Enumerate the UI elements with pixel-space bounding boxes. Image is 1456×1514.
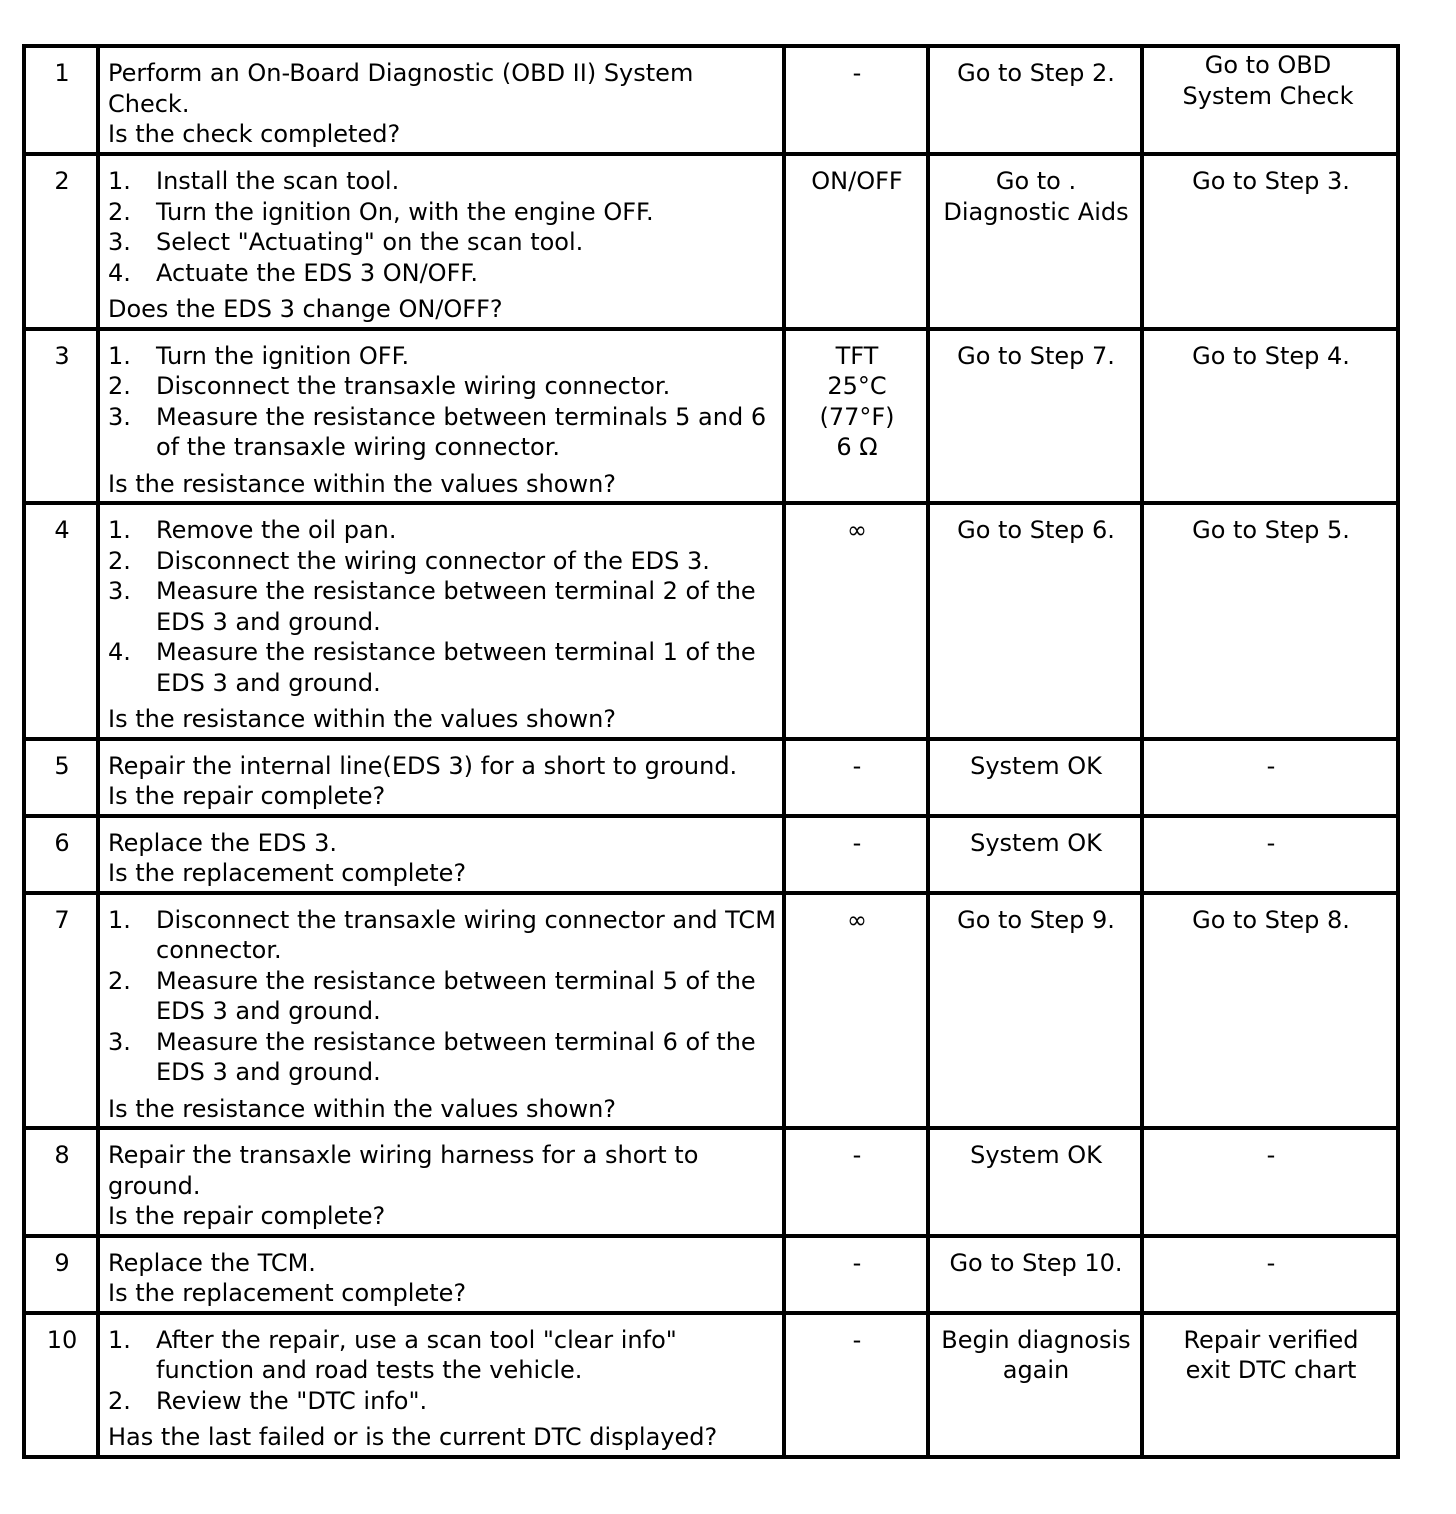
table-row: [24, 154, 1398, 329]
list-item-text: Review the "DTC info".: [156, 1386, 428, 1415]
list-item-number: 1.: [108, 1325, 131, 1354]
list-item-number: 4.: [108, 258, 131, 287]
action-steps-list: [108, 341, 776, 463]
action-cell: [98, 1313, 784, 1457]
table-row: [24, 1313, 1398, 1457]
no-cell: Go to OBD System Check: [1142, 46, 1398, 154]
table-row: [24, 1236, 1398, 1313]
action-question: Is the replacement complete?: [108, 859, 467, 887]
list-item: [108, 371, 776, 402]
list-item-text: Turn the ignition On, with the engine OFF.: [156, 197, 654, 226]
list-item: [108, 576, 776, 637]
step-number: 4: [24, 503, 98, 739]
no-cell: Go to Step 8.: [1142, 893, 1398, 1129]
list-item: [108, 1325, 776, 1386]
action-steps-list: [108, 1325, 776, 1417]
list-item-number: 3.: [108, 402, 131, 431]
list-item: [108, 227, 776, 258]
list-item-text: Disconnect the transaxle wiring connector and TCM connector.: [156, 905, 776, 964]
list-item-number: 1.: [108, 341, 131, 370]
list-item: [108, 905, 776, 966]
list-item-number: 2.: [108, 372, 131, 400]
action-text: Replace the EDS 3.: [108, 828, 337, 857]
value-cell: ∞: [784, 503, 928, 739]
step-number: 2: [24, 154, 98, 329]
diagnostic-table: [22, 44, 1400, 1459]
list-item-number: 3.: [108, 577, 131, 605]
yes-cell: System OK: [928, 1128, 1142, 1236]
action-cell: [98, 893, 784, 1129]
list-item: [108, 966, 776, 1027]
no-cell: Go to Step 4.: [1142, 329, 1398, 504]
no-cell: Go to Step 3.: [1142, 154, 1398, 329]
yes-cell: Go to Step 10.: [928, 1236, 1142, 1313]
list-item-number: 1.: [108, 905, 131, 934]
diagnostic-table-body: [24, 46, 1398, 1457]
list-item: [108, 402, 776, 463]
action-cell: [98, 1236, 784, 1313]
action-cell: [98, 1128, 784, 1236]
step-number: 10: [24, 1313, 98, 1457]
list-item-text: Disconnect the wiring connector of the EDS 3.: [156, 546, 710, 575]
yes-cell: Go to Step 7.: [928, 329, 1142, 504]
action-question: Does the EDS 3 change ON/OFF?: [108, 295, 503, 323]
list-item-text: Measure the resistance between terminal 2 of the EDS 3 and ground.: [156, 577, 756, 636]
table-row: [24, 329, 1398, 504]
yes-cell: Go to Step 9.: [928, 893, 1142, 1129]
action-question: Is the resistance within the values shown?: [108, 1094, 617, 1123]
action-text: Perform an On-Board Diagnostic (OBD II) System Check.: [108, 59, 694, 118]
list-item: [108, 341, 776, 372]
value-cell: -: [784, 1236, 928, 1313]
no-cell: -: [1142, 816, 1398, 893]
action-steps-list: [108, 166, 776, 288]
value-cell: -: [784, 1128, 928, 1236]
list-item-number: 2.: [108, 1386, 131, 1415]
table-row: [24, 1128, 1398, 1236]
list-item-text: Measure the resistance between terminals 5 and 6 of the transaxle wiring connector.: [156, 402, 767, 461]
action-question: Is the repair complete?: [108, 782, 386, 810]
action-question: Is the check completed?: [108, 120, 401, 148]
list-item-number: 3.: [108, 228, 131, 256]
action-question: Is the resistance within the values shown?: [108, 705, 617, 733]
action-cell: [98, 503, 784, 739]
list-item-text: Actuate the EDS 3 ON/OFF.: [156, 258, 478, 287]
list-item-number: 1.: [108, 516, 131, 544]
yes-cell: System OK: [928, 739, 1142, 816]
list-item-text: Measure the resistance between terminal 1 of the EDS 3 and ground.: [156, 638, 756, 697]
step-number: 1: [24, 46, 98, 154]
no-cell: -: [1142, 1236, 1398, 1313]
list-item: [108, 197, 776, 228]
list-item: [108, 546, 776, 577]
step-number: 8: [24, 1128, 98, 1236]
value-cell: -: [784, 1313, 928, 1457]
no-cell: -: [1142, 739, 1398, 816]
yes-cell: Begin diagnosis again: [928, 1313, 1142, 1457]
step-number: 6: [24, 816, 98, 893]
list-item-text: Measure the resistance between terminal 5 of the EDS 3 and ground.: [156, 966, 756, 1025]
no-cell: -: [1142, 1128, 1398, 1236]
list-item-number: 2.: [108, 546, 131, 575]
list-item: [108, 166, 776, 197]
action-steps-list: [108, 905, 776, 1088]
list-item: [108, 258, 776, 289]
action-cell: [98, 154, 784, 329]
table-row: [24, 893, 1398, 1129]
list-item: [108, 515, 776, 546]
table-row: [24, 46, 1398, 154]
action-text: Replace the TCM.: [108, 1248, 316, 1277]
value-cell: ∞: [784, 893, 928, 1129]
list-item-text: Select "Actuating" on the scan tool.: [156, 228, 584, 256]
step-number: 7: [24, 893, 98, 1129]
value-cell: -: [784, 46, 928, 154]
value-cell: -: [784, 816, 928, 893]
action-question: Has the last failed or is the current DTC displayed?: [108, 1423, 718, 1451]
list-item: [108, 1386, 776, 1417]
action-cell: [98, 46, 784, 154]
yes-cell: Go to Step 6.: [928, 503, 1142, 739]
value-cell: TFT 25°C (77°F) 6 Ω: [784, 329, 928, 504]
yes-cell: Go to Step 2.: [928, 46, 1142, 154]
no-cell: Go to Step 5.: [1142, 503, 1398, 739]
yes-cell: Go to . Diagnostic Aids: [928, 154, 1142, 329]
table-row: [24, 816, 1398, 893]
action-question: Is the resistance within the values shown?: [108, 469, 617, 498]
action-question: Is the replacement complete?: [108, 1279, 467, 1307]
action-text: Repair the transaxle wiring harness for a short to ground.: [108, 1141, 699, 1200]
list-item-number: 2.: [108, 966, 131, 995]
value-cell: -: [784, 739, 928, 816]
action-cell: [98, 816, 784, 893]
list-item-number: 1.: [108, 167, 131, 195]
action-cell: [98, 739, 784, 816]
list-item: [108, 637, 776, 698]
value-cell: ON/OFF: [784, 154, 928, 329]
action-question: Is the repair complete?: [108, 1202, 386, 1230]
action-cell: [98, 329, 784, 504]
list-item-text: Remove the oil pan.: [156, 516, 397, 544]
step-number: 5: [24, 739, 98, 816]
list-item-text: Turn the ignition OFF.: [156, 341, 410, 370]
list-item-text: Install the scan tool.: [156, 167, 400, 195]
table-row: [24, 739, 1398, 816]
list-item-text: Measure the resistance between terminal 6 of the EDS 3 and ground.: [156, 1027, 756, 1086]
list-item-text: After the repair, use a scan tool "clear info" function and road tests the vehicle.: [156, 1325, 677, 1384]
action-steps-list: [108, 515, 776, 698]
yes-cell: System OK: [928, 816, 1142, 893]
table-row: [24, 503, 1398, 739]
list-item: [108, 1027, 776, 1088]
no-cell: Repair verified exit DTC chart: [1142, 1313, 1398, 1457]
action-text: Repair the internal line(EDS 3) for a short to ground.: [108, 751, 738, 780]
step-number: 3: [24, 329, 98, 504]
list-item-number: 2.: [108, 197, 131, 226]
step-number: 9: [24, 1236, 98, 1313]
list-item-number: 4.: [108, 638, 131, 666]
list-item-number: 3.: [108, 1027, 131, 1056]
list-item-text: Disconnect the transaxle wiring connector.: [156, 372, 671, 400]
